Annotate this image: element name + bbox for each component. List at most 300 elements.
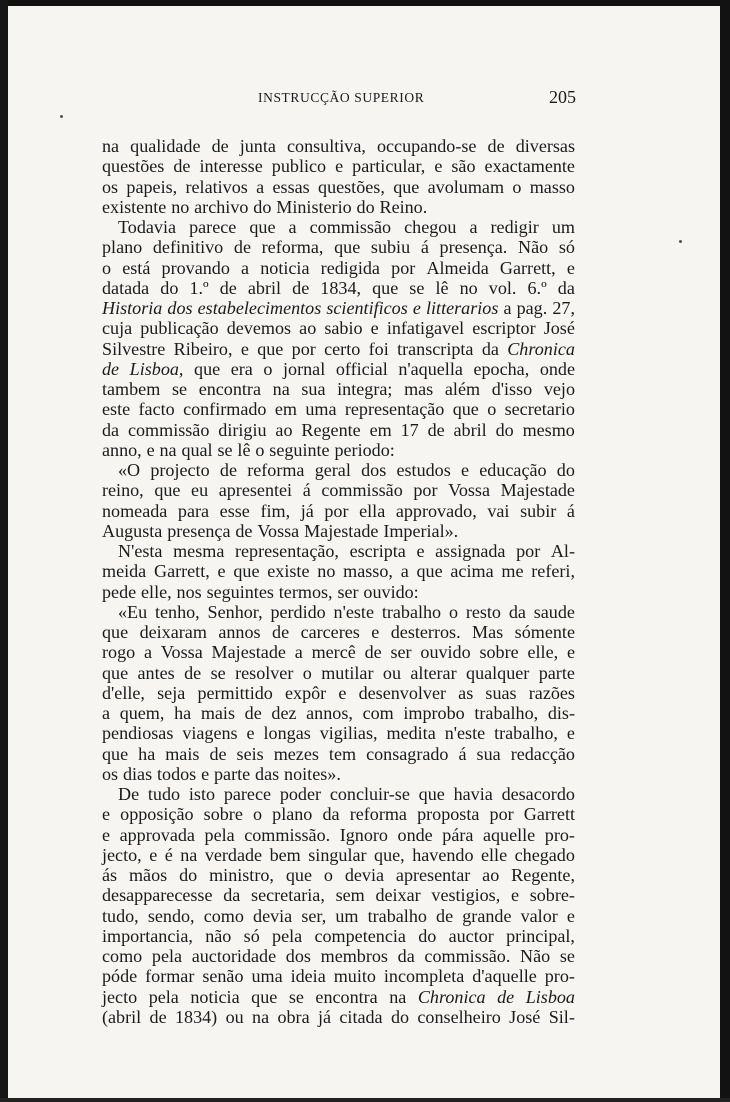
word: Vossa: [257, 520, 300, 541]
word: e: [217, 561, 226, 582]
word: está: [122, 257, 151, 278]
word: por: [489, 804, 514, 825]
word: vigilias,: [319, 723, 378, 744]
word: approvado,: [395, 500, 477, 521]
word: ouvido: [420, 642, 471, 663]
word: conselheiro: [417, 1006, 501, 1027]
word: desenvolver: [358, 682, 446, 703]
word: jecto,: [102, 844, 142, 865]
word: da: [322, 804, 340, 825]
word: facto: [138, 399, 175, 420]
scan-speck: [60, 115, 63, 118]
word: á: [458, 743, 467, 764]
word: deixar: [375, 885, 421, 906]
word: do: [253, 196, 272, 217]
word: transcripta: [397, 338, 474, 359]
word: parte: [214, 763, 251, 784]
word: existe: [267, 561, 310, 582]
word: periodo:: [334, 439, 395, 460]
word: sem: [335, 885, 365, 906]
word: a: [400, 561, 409, 582]
word: de: [211, 136, 229, 156]
word: redigir: [490, 217, 539, 237]
word: na: [159, 439, 177, 460]
word: e: [149, 844, 158, 865]
word: sobre: [203, 804, 243, 825]
word: na: [389, 986, 407, 1007]
word: vestigios,: [431, 885, 501, 906]
word: dos: [167, 298, 193, 318]
word: o: [512, 176, 522, 197]
word: a: [294, 642, 303, 663]
word: questões,: [318, 176, 385, 197]
word: que,: [374, 844, 405, 865]
word: elle,: [527, 642, 559, 663]
word: de: [209, 743, 227, 764]
word: a: [143, 642, 153, 663]
word: sobre: [479, 642, 519, 663]
word: De: [118, 784, 140, 804]
word: e: [335, 156, 344, 177]
word: encontra: [198, 379, 261, 399]
word: aquelle: [482, 824, 536, 845]
word: de: [235, 520, 253, 541]
word: que: [154, 480, 181, 501]
word: e: [201, 763, 210, 784]
text-line: [102, 744, 575, 764]
word: de: [436, 905, 454, 926]
word: mesmo: [522, 419, 575, 440]
word: trabalho,: [474, 703, 539, 723]
word: n'este: [333, 601, 374, 622]
word: Mas: [472, 622, 504, 642]
word: publicação: [140, 318, 219, 339]
word: abril: [247, 277, 282, 298]
word: se: [559, 946, 575, 966]
word: pro-: [544, 966, 575, 987]
word: um: [551, 217, 575, 237]
word: e: [371, 622, 380, 642]
word: official: [335, 358, 388, 379]
word: pela: [204, 824, 235, 845]
word: «O: [118, 460, 141, 480]
text-line: [102, 501, 575, 521]
word: e: [461, 460, 470, 480]
word: se: [217, 439, 233, 460]
word: e: [510, 885, 519, 906]
word: representação,: [234, 541, 339, 561]
word: Majestade: [304, 520, 379, 541]
word: opposição: [120, 804, 194, 825]
word: 1834): [174, 1006, 218, 1027]
word: relativos: [185, 176, 248, 197]
word: sobre-: [529, 885, 575, 906]
word: noticia: [190, 986, 240, 1007]
word: Ministerio: [276, 196, 352, 217]
word: se: [288, 986, 304, 1007]
word: muito: [333, 966, 376, 987]
word: por: [291, 338, 316, 359]
word: devemos: [226, 318, 292, 339]
page-header: [96, 87, 576, 114]
word: e: [434, 156, 443, 177]
word: é: [164, 844, 173, 865]
word: alterar: [410, 662, 457, 683]
word: do: [356, 196, 375, 217]
word: nomeada: [102, 500, 168, 521]
text-line: [102, 399, 575, 419]
word: e: [240, 338, 249, 359]
word: annos,: [306, 703, 353, 723]
word: a: [469, 217, 478, 237]
word: publico: [271, 156, 327, 177]
word: senão: [202, 966, 244, 987]
text-line: [102, 318, 575, 338]
word: ideia: [290, 966, 326, 987]
text-line: [102, 379, 575, 399]
word: parece: [223, 784, 272, 804]
word: já: [300, 500, 314, 521]
word: o: [255, 439, 265, 460]
word: valor: [520, 905, 558, 926]
word: estudos: [396, 460, 451, 480]
word: da: [481, 338, 499, 359]
word: de: [219, 460, 237, 480]
text-line: [102, 460, 575, 480]
body-text: [102, 136, 575, 1027]
word: me: [501, 561, 524, 582]
word: á: [420, 237, 429, 258]
text-line: [102, 987, 575, 1007]
word: vejo: [543, 379, 575, 399]
word: ser: [390, 642, 412, 663]
word: do: [160, 277, 179, 298]
word: de: [292, 277, 310, 298]
word: pela: [151, 946, 183, 966]
word: fim,: [260, 500, 291, 521]
word: certo: [324, 338, 361, 359]
word: de: [219, 277, 237, 298]
word: sua: [476, 743, 501, 764]
word: approvada: [119, 824, 195, 845]
word: todos: [157, 763, 197, 784]
word: que: [372, 277, 399, 298]
word: dos: [285, 946, 311, 966]
word: tambem: [102, 379, 161, 399]
word: epocha,: [473, 358, 530, 379]
word: no: [459, 277, 478, 298]
text-line: [102, 723, 575, 743]
scan-speck: [679, 240, 682, 243]
word: onde: [539, 358, 575, 379]
word: lê: [237, 439, 251, 460]
word: rogo: [102, 642, 136, 663]
word: em: [274, 399, 297, 420]
word: bem: [269, 844, 301, 865]
word: termos,: [278, 581, 333, 602]
text-line: [102, 865, 575, 885]
word: as: [458, 682, 474, 703]
word: competencia: [314, 925, 406, 946]
word: os: [102, 763, 119, 784]
word: de: [149, 1006, 167, 1027]
word: singular: [308, 844, 367, 865]
word: ouvido:: [363, 581, 419, 602]
word: expôr: [285, 682, 327, 703]
word: trabalho: [381, 601, 442, 622]
word: escriptor: [472, 318, 536, 339]
text-line: [102, 926, 575, 946]
word: sómente: [514, 622, 575, 642]
word: datada: [102, 277, 150, 298]
word: meida: [102, 561, 147, 582]
word: elle,: [141, 581, 172, 602]
word: uma: [305, 399, 337, 420]
word: já: [317, 1006, 332, 1027]
word: da: [508, 601, 526, 622]
word: lê: [435, 277, 449, 298]
word: de: [272, 622, 290, 642]
word: na: [102, 136, 120, 156]
word: geral: [314, 460, 351, 480]
word: seja: [157, 682, 186, 703]
word: do: [418, 925, 437, 946]
word: commissão: [309, 217, 392, 237]
word: e: [338, 682, 347, 703]
word: ao: [482, 865, 500, 885]
word: Almeida: [426, 257, 489, 278]
text-line: [102, 642, 575, 662]
word: elle: [481, 844, 508, 865]
word: esse: [219, 500, 250, 521]
word: como: [203, 905, 244, 926]
word: commissão.: [244, 824, 331, 845]
word: redigida: [320, 257, 380, 278]
word: subiu: [370, 237, 411, 258]
word: interesse: [199, 156, 263, 177]
word: de: [244, 703, 262, 723]
word: presença: [167, 520, 231, 541]
word: quem,: [119, 703, 165, 723]
word: tudo,: [102, 905, 139, 926]
word: ser: [337, 581, 359, 602]
word: no: [171, 196, 190, 217]
text-line: [102, 1007, 575, 1027]
word: d'elle,: [102, 682, 145, 703]
word: membros: [320, 946, 388, 966]
word: verdade: [204, 844, 263, 865]
word: N'esta: [118, 541, 163, 561]
word: de: [102, 358, 120, 379]
word: de: [233, 237, 251, 258]
word: póde: [102, 966, 138, 987]
word: 17: [400, 419, 419, 440]
word: como: [102, 946, 143, 966]
word: por: [516, 541, 541, 561]
word: medita: [386, 723, 436, 744]
text-line: [102, 683, 575, 703]
word: só: [558, 237, 575, 258]
word: ser,: [301, 905, 327, 926]
word: da: [223, 885, 241, 906]
word: mesma: [173, 541, 225, 561]
word: masso: [529, 176, 575, 197]
word: integra;: [337, 379, 393, 399]
text-line: [102, 966, 575, 986]
word: educação: [479, 460, 547, 480]
word: onde: [397, 824, 433, 845]
word: dis-: [547, 703, 575, 723]
word: Lisboa: [525, 986, 575, 1007]
word: «Eu: [118, 601, 148, 622]
word: José: [543, 318, 575, 339]
word: Chronica: [417, 986, 486, 1007]
text-line: [102, 845, 575, 865]
word: que: [251, 986, 278, 1007]
word: reino,: [102, 480, 144, 501]
word: escripta: [349, 541, 406, 561]
word: obra: [277, 1006, 310, 1027]
word: 1834,: [320, 277, 362, 298]
word: subir: [520, 500, 557, 521]
word: proposta: [417, 804, 480, 825]
word: Regente,: [511, 865, 575, 885]
word: o: [448, 601, 458, 622]
word: que: [102, 743, 129, 764]
word: que: [393, 176, 420, 197]
word: e: [566, 723, 575, 744]
word: (abril: [102, 1006, 142, 1027]
word: Não: [520, 946, 551, 966]
word: que: [194, 358, 221, 379]
word: da: [557, 277, 575, 298]
word: que: [418, 784, 445, 804]
word: este: [102, 399, 131, 420]
word: o: [302, 662, 312, 683]
word: citada: [339, 1006, 383, 1027]
word: viagens: [182, 723, 238, 744]
word: n'aquella: [398, 358, 463, 379]
word: e: [102, 824, 111, 845]
word: Senhor,: [207, 601, 263, 622]
word: 6.º: [527, 277, 547, 298]
word: occupando-se: [376, 136, 477, 156]
word: pela: [148, 986, 179, 1007]
word: qualquer: [466, 662, 530, 683]
word: cuja: [102, 318, 133, 339]
word: ás: [102, 865, 118, 885]
text-line: [102, 622, 575, 642]
word: havendo: [412, 844, 474, 865]
word: José: [509, 1006, 541, 1027]
word: chegado: [514, 844, 575, 865]
word: Ignoro: [339, 824, 388, 845]
text-line: [102, 663, 575, 683]
text-line: [102, 804, 575, 824]
word: masso,: [343, 561, 393, 582]
word: na: [252, 1006, 270, 1027]
word: pendiosas: [102, 723, 174, 744]
word: de: [487, 136, 505, 156]
word: questões: [102, 156, 165, 177]
word: nos: [176, 581, 202, 602]
word: pede: [102, 581, 137, 602]
word: sabio: [324, 318, 363, 339]
word: de: [173, 156, 191, 177]
word: se: [171, 379, 188, 399]
word: secretario: [504, 399, 575, 420]
word: e: [416, 541, 425, 561]
word: por: [391, 257, 416, 278]
word: não: [205, 925, 232, 946]
word: permittido: [197, 682, 273, 703]
word: eu: [191, 480, 209, 501]
word: plano: [272, 804, 313, 825]
word: antes: [137, 662, 175, 683]
word: um: [335, 905, 359, 926]
word: ha: [138, 743, 156, 764]
word: abril: [453, 419, 487, 440]
word: referi,: [531, 561, 575, 582]
word: plano: [102, 237, 143, 258]
word: sendo,: [147, 905, 195, 926]
word: deixaram: [139, 622, 207, 642]
text-line: [102, 197, 575, 217]
word: carceres: [300, 622, 360, 642]
word: o: [487, 399, 497, 420]
word: e: [566, 642, 575, 663]
word: foi: [368, 338, 389, 359]
word: principal,: [506, 925, 575, 946]
word: que: [249, 217, 276, 237]
word: havia: [453, 784, 493, 804]
word: pro-: [544, 824, 575, 845]
word: á: [566, 500, 575, 521]
word: tem: [328, 743, 357, 764]
word: e: [370, 318, 379, 339]
word: Garrett,: [499, 257, 556, 278]
text-line: [102, 825, 575, 845]
word: o: [102, 257, 112, 278]
word: mas: [404, 379, 434, 399]
word: mais: [165, 743, 200, 764]
word: de: [184, 662, 202, 683]
word: reforma: [247, 460, 305, 480]
word: desapparecesse: [102, 885, 213, 906]
word: trabalho: [367, 905, 427, 926]
word: auctoridade: [191, 946, 277, 966]
word: o: [263, 358, 273, 379]
word: de: [427, 419, 445, 440]
word: saude: [533, 601, 575, 622]
word: e: [246, 723, 255, 744]
word: Regente: [301, 419, 361, 440]
text-line: [102, 136, 575, 156]
word: commissão: [321, 480, 403, 501]
text-line: [102, 420, 575, 440]
scan-border-left: [0, 0, 8, 1102]
word: e: [102, 804, 111, 825]
word: sua: [301, 379, 326, 399]
word: n'este: [444, 723, 486, 744]
word: e: [566, 905, 575, 926]
word: e: [146, 439, 155, 460]
text-line: [102, 339, 575, 359]
word: ou: [382, 662, 401, 683]
word: jecto: [102, 986, 138, 1007]
word: a: [256, 176, 265, 197]
text-line: [102, 602, 575, 622]
